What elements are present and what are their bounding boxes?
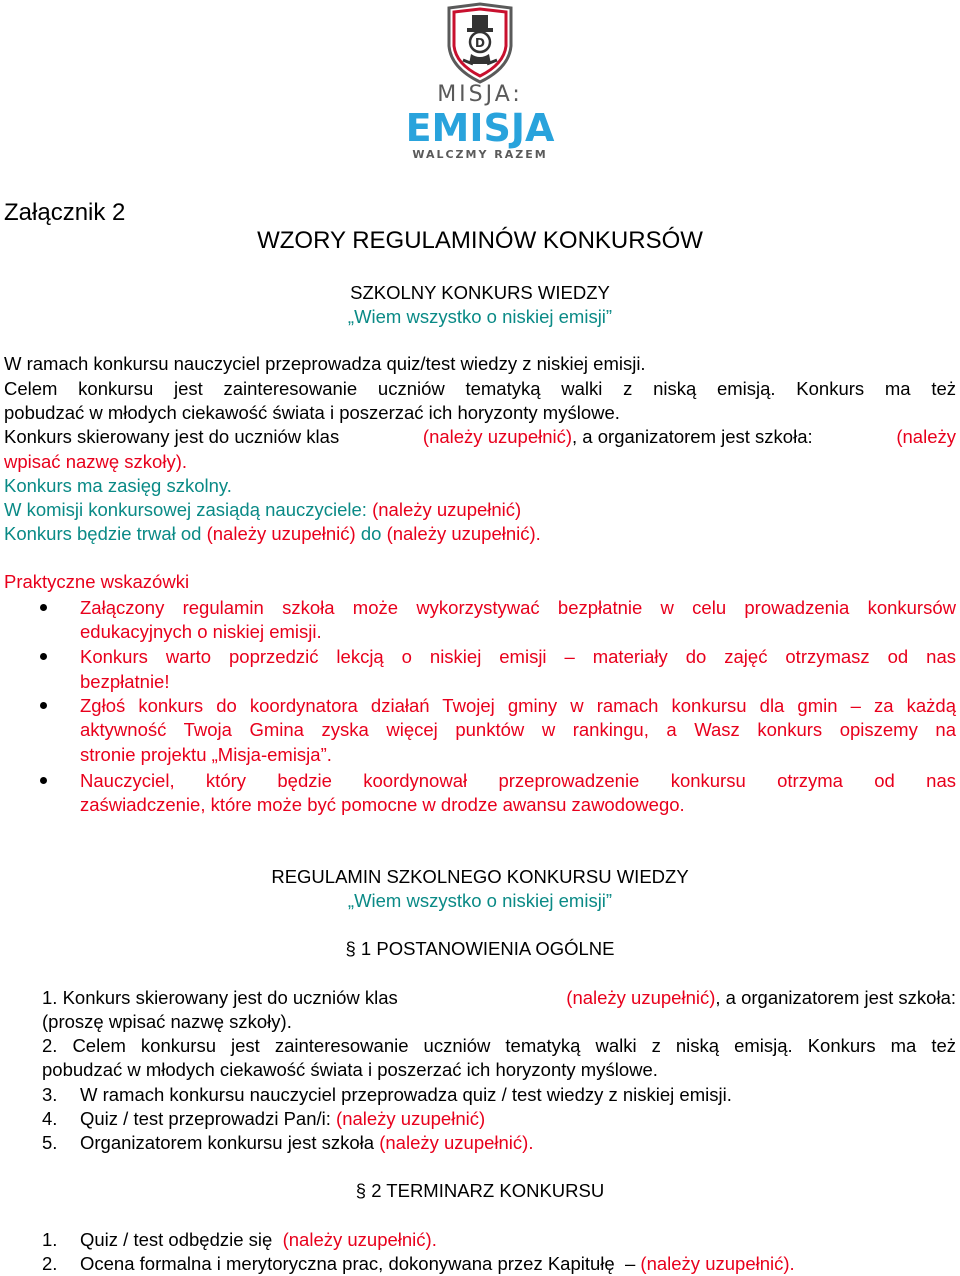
section-1-heading: § 1 POSTANOWIENIA OGÓLNE [345, 938, 615, 959]
s1-item2-line1: 2. Celem konkursu jest zainteresowanie uczniów tematyką walki z niską emisją. Konkurs ma też [42, 1035, 956, 1056]
intro-line8-c: do [360, 523, 382, 544]
intro-line8 [4, 522, 956, 546]
tip1-line2: edukacyjnych o niskiej emisji. [80, 621, 322, 642]
s2-item1-placeholder: (należy uzupełnić). [282, 1229, 437, 1250]
s1-item3-number: 3. [42, 1084, 58, 1105]
s1-item4-a: Quiz / test przeprowadzi Pan/i: [80, 1108, 331, 1129]
s1-item5-text [80, 1131, 533, 1155]
s1-item5-number: 5. [42, 1132, 58, 1153]
intro-placeholder-classes: (należy uzupełnić) [422, 426, 573, 447]
misja-emisja-logo [400, 0, 560, 165]
s1-item2-line2: pobudzać w młodych ciekawość świata i poszerzać ich horyzonty myślowe. [42, 1059, 658, 1080]
intro-line4 [4, 425, 956, 449]
intro-placeholder-committee: (należy uzupełnić) [372, 499, 522, 520]
s2-item2-placeholder: (należy uzupełnić). [640, 1253, 795, 1274]
crest-icon [443, 2, 517, 84]
bullet-icon [40, 777, 47, 784]
intro-line7-a: W komisji konkursowej zasiądą nauczyciele: [4, 499, 367, 520]
section-2-heading: § 2 TERMINARZ KONKURSU [355, 1180, 605, 1201]
s1-item4-placeholder: (należy uzupełnić) [336, 1108, 486, 1129]
s2-item1-a: Quiz / test odbędzie się [80, 1229, 273, 1250]
tip3-line1: Zgłoś konkurs do koordynatora działań Twojej gminy w ramach konkursu dla gmin – za każdą [80, 695, 956, 716]
tip3-line3: stronie projektu „Misja-emisja”. [80, 744, 332, 765]
logo-line1: MISJA: [437, 82, 523, 107]
s1-item1-line1 [42, 986, 956, 1010]
s1-item3-text: W ramach konkursu nauczyciel przeprowadza quiz / test wiedzy z niskiej emisji. [80, 1084, 732, 1105]
intro-line4-a: Konkurs skierowany jest do uczniów klas [4, 426, 340, 447]
tips-heading: Praktyczne wskazówki [4, 571, 190, 592]
main-title: WZORY REGULAMINÓW KONKURSÓW [257, 227, 703, 254]
tip2-line2: bezpłatnie! [80, 671, 170, 692]
s1-item1-c: , a organizatorem jest szkoła: [715, 987, 956, 1008]
intro-line7 [4, 498, 956, 522]
s2-item1-number: 1. [42, 1229, 58, 1250]
intro-line2: Celem konkursu jest zainteresowanie uczniów tematyką walki z niską emisją. Konkurs ma też [4, 378, 956, 399]
intro-placeholder-start: (należy uzupełnić) [206, 523, 356, 544]
s2-item2-a: Ocena formalna i merytoryczna prac, dokonywana przez Kapitułę [80, 1253, 615, 1274]
intro-line6: Konkurs ma zasięg szkolny. [4, 475, 232, 496]
intro-placeholder-school: (należy [896, 426, 956, 447]
regulamin-subtitle: „Wiem wszystko o niskiej emisji” [347, 890, 613, 911]
s1-item4-number: 4. [42, 1108, 58, 1129]
s1-item5-a: Organizatorem konkursu jest szkoła [80, 1132, 375, 1153]
regulamin-title: REGULAMIN SZKOLNEGO KONKURSU WIEDZY [271, 866, 689, 887]
tip4-line2: zaświadczenie, które może być pomocne w drodze awansu zawodowego. [80, 794, 685, 815]
s2-item1-text [80, 1228, 437, 1252]
tip3-line2: aktywność Twoja Gmina zyska więcej punktów w rankingu, a Wasz konkurs opiszemy na [80, 719, 956, 740]
logo-line3: WALCZMY RAZEM [412, 148, 548, 161]
intro-line1: W ramach konkursu nauczyciel przeprowadza quiz/test wiedzy z niskiej emisji. [4, 353, 646, 374]
bullet-icon [40, 604, 47, 611]
s1-item5-placeholder: (należy uzupełnić). [379, 1132, 534, 1153]
s1-item4-text [80, 1107, 485, 1131]
intro-line8-a: Konkurs będzie trwał od [4, 523, 202, 544]
tip4-line1: Nauczyciel, który będzie koordynował przeprowadzenie konkursu otrzyma od nas [80, 770, 956, 791]
s2-item2-number: 2. [42, 1253, 58, 1274]
intro-line5: wpisać nazwę szkoły). [4, 451, 188, 472]
s1-item1-placeholder: (należy uzupełnić) [566, 987, 716, 1008]
bullet-icon [40, 653, 47, 660]
s1-item1-line2: (proszę wpisać nazwę szkoły). [42, 1011, 292, 1032]
logo-line2: EMISJA [405, 106, 555, 150]
section1-subtitle: „Wiem wszystko o niskiej emisji” [347, 306, 613, 327]
bullet-icon [40, 702, 47, 709]
s2-item2-dash: – [624, 1253, 636, 1274]
s1-item1-a: 1. Konkurs skierowany jest do uczniów klas [42, 987, 398, 1008]
svg-text:D: D [475, 36, 485, 50]
intro-line4-c: , a organizatorem jest szkoła: [572, 426, 813, 447]
section1-title: SZKOLNY KONKURS WIEDZY [350, 282, 610, 303]
tip1-line1: Załączony regulamin szkoła może wykorzystywać bezpłatnie w celu prowadzenia konkursów [80, 597, 956, 618]
tip2-line1: Konkurs warto poprzedzić lekcją o niskiej emisji – materiały do zajęć otrzymasz od nas [80, 646, 956, 667]
intro-placeholder-end: (należy uzupełnić). [386, 523, 541, 544]
intro-line3: pobudzać w młodych ciekawość świata i poszerzać ich horyzonty myślowe. [4, 402, 620, 423]
s2-item2-text [80, 1252, 795, 1276]
annex-label: Załącznik 2 [4, 199, 126, 226]
